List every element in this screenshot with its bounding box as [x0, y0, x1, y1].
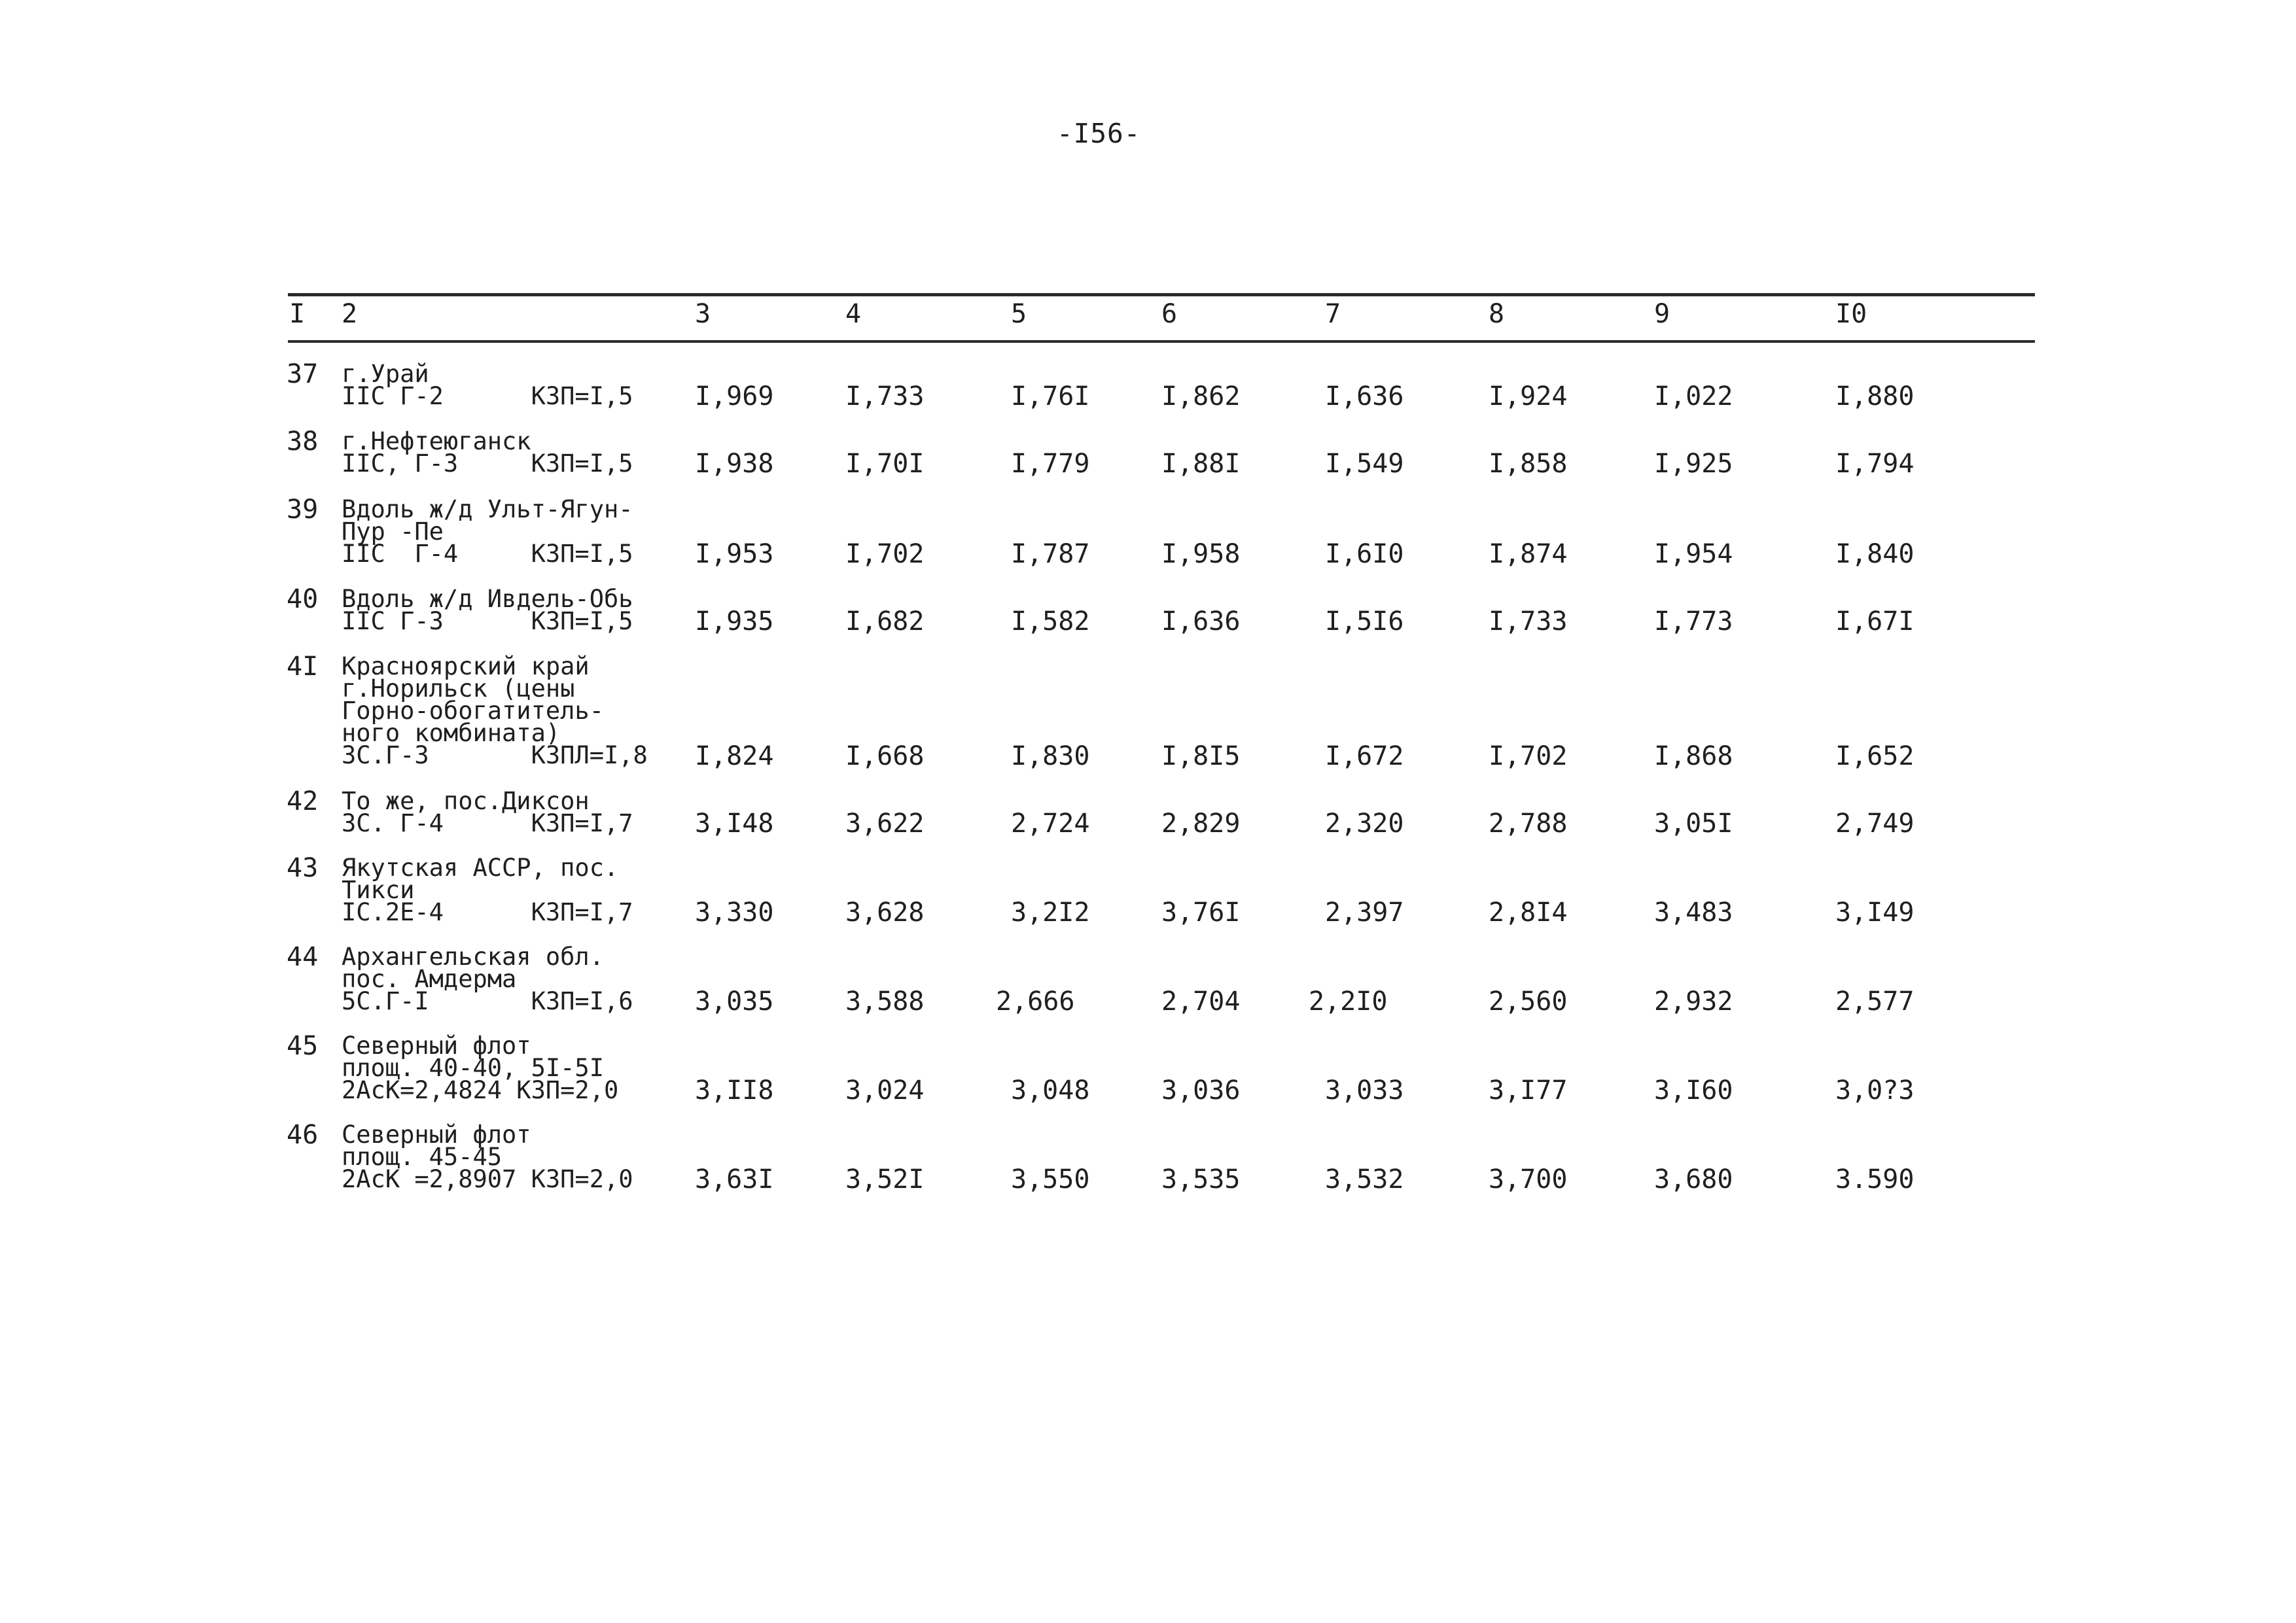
row-number: 44	[287, 942, 319, 972]
header-cell: I	[289, 299, 306, 329]
value-cell: I,652	[1835, 741, 1915, 771]
value-cell: 3,0?3	[1835, 1075, 1915, 1106]
value-cell: I,88I	[1161, 449, 1241, 479]
header-cell: 2	[342, 299, 358, 329]
value-cell: I,953	[695, 539, 774, 569]
row-description: Красноярский край г.Норильск (цены Горно-обогатитель- ного комбината) 3C.Г-3 КЗПЛ=I,8	[342, 652, 648, 769]
header-cell: 6	[1161, 299, 1178, 329]
value-cell: 3,700	[1489, 1164, 1568, 1195]
row-description: Северный флот площ. 40-40, 5I-5I 2АсК=2,4824 КЗП=2,0	[342, 1032, 619, 1104]
value-cell: 3,535	[1161, 1164, 1241, 1195]
value-cell: I,787	[1011, 539, 1090, 569]
header-cell: 4	[845, 299, 862, 329]
value-cell: 3,588	[845, 986, 925, 1017]
value-cell: 3,05I	[1654, 809, 1733, 839]
value-cell: I,794	[1835, 449, 1915, 479]
row-description: Якутская АССР, пос. Тикси IC.2E-4 КЗП=I,7	[342, 854, 633, 926]
value-cell: 3,550	[1011, 1164, 1090, 1195]
value-cell: 2,560	[1489, 986, 1568, 1017]
value-cell: I,862	[1161, 381, 1241, 411]
page-number: -I56-	[1057, 118, 1141, 149]
value-cell: I,958	[1161, 539, 1241, 569]
value-cell: I,874	[1489, 539, 1568, 569]
header-cell: 5	[1011, 299, 1027, 329]
row-number: 39	[287, 495, 319, 525]
value-cell: I,824	[695, 741, 774, 771]
value-cell: I,6I0	[1325, 539, 1404, 569]
value-cell: I,5I6	[1325, 606, 1404, 637]
value-cell: 2,932	[1654, 986, 1733, 1017]
value-cell: 3,024	[845, 1075, 925, 1106]
row-description: То же, пос.Диксон 3C. Г-4 КЗП=I,7	[342, 787, 633, 837]
header-cell: 9	[1654, 299, 1670, 329]
row-description: Вдоль ж/д Ивдель-Обь IIC Г-3 КЗП=I,5	[342, 585, 633, 635]
value-cell: I,938	[695, 449, 774, 479]
value-cell: 3,622	[845, 809, 925, 839]
row-number: 4I	[287, 652, 319, 682]
header-cell: 3	[695, 299, 711, 329]
value-cell: 2,704	[1161, 986, 1241, 1017]
value-cell: I,733	[1489, 606, 1568, 637]
value-cell: I,830	[1011, 741, 1090, 771]
value-cell: I,733	[845, 381, 925, 411]
value-cell: I,582	[1011, 606, 1090, 637]
value-cell: 2,749	[1835, 809, 1915, 839]
value-cell: I,773	[1654, 606, 1733, 637]
row-number: 43	[287, 853, 319, 883]
value-cell: I,840	[1835, 539, 1915, 569]
value-cell: 3,I77	[1489, 1075, 1568, 1106]
value-cell: I,935	[695, 606, 774, 637]
row-number: 40	[287, 584, 319, 614]
value-cell: I,880	[1835, 381, 1915, 411]
value-cell: 2,666	[996, 986, 1075, 1017]
value-cell: I,954	[1654, 539, 1733, 569]
value-cell: 2,320	[1325, 809, 1404, 839]
value-cell: I,668	[845, 741, 925, 771]
value-cell: I,682	[845, 606, 925, 637]
value-cell: 3,2I2	[1011, 898, 1090, 928]
value-cell: 3,330	[695, 898, 774, 928]
value-cell: I,8I5	[1161, 741, 1241, 771]
value-cell: 3,I60	[1654, 1075, 1733, 1106]
value-cell: I,636	[1325, 381, 1404, 411]
header-cell: 7	[1325, 299, 1341, 329]
row-description: Северный флот площ. 45-45 2АсК =2,8907 КЗП=2,0	[342, 1121, 633, 1193]
value-cell: 3,048	[1011, 1075, 1090, 1106]
value-cell: I,868	[1654, 741, 1733, 771]
row-description: г.Нефтеюганск IIC, Г-3 КЗП=I,5	[342, 427, 633, 478]
row-description: Вдоль ж/д Ульт-Ягун- Пур -Пе IIC Г-4 КЗП=I,5	[342, 495, 633, 568]
value-cell: 3,63I	[695, 1164, 774, 1195]
value-cell: 3,035	[695, 986, 774, 1017]
value-cell: I,672	[1325, 741, 1404, 771]
value-cell: 3.590	[1835, 1164, 1915, 1195]
value-cell: I,022	[1654, 381, 1733, 411]
value-cell: I,969	[695, 381, 774, 411]
value-cell: I,924	[1489, 381, 1568, 411]
value-cell: 2,2I0	[1309, 986, 1388, 1017]
row-description: г.Урай IIC Г-2 КЗП=I,5	[342, 360, 633, 410]
value-cell: I,702	[845, 539, 925, 569]
value-cell: 3,52I	[845, 1164, 925, 1195]
header-cell: 8	[1489, 299, 1505, 329]
value-cell: 2,8I4	[1489, 898, 1568, 928]
value-cell: 3,II8	[695, 1075, 774, 1106]
row-number: 45	[287, 1031, 319, 1061]
value-cell: I,636	[1161, 606, 1241, 637]
row-number: 38	[287, 427, 319, 457]
value-cell: I,76I	[1011, 381, 1090, 411]
value-cell: 3,033	[1325, 1075, 1404, 1106]
row-number: 46	[287, 1120, 319, 1150]
value-cell: 3,628	[845, 898, 925, 928]
value-cell: 2,788	[1489, 809, 1568, 839]
value-cell: 2,829	[1161, 809, 1241, 839]
value-cell: 3,036	[1161, 1075, 1241, 1106]
value-cell: 3,680	[1654, 1164, 1733, 1195]
value-cell: 2,577	[1835, 986, 1915, 1017]
header-cell: I0	[1835, 299, 1867, 329]
value-cell: I,925	[1654, 449, 1733, 479]
table-top-rule	[288, 293, 2035, 296]
value-cell: 2,397	[1325, 898, 1404, 928]
row-description: Архангельская обл. пос. Амдерма 5C.Г-I КЗП=I,6	[342, 943, 633, 1015]
row-number: 42	[287, 786, 319, 816]
value-cell: I,779	[1011, 449, 1090, 479]
value-cell: I,702	[1489, 741, 1568, 771]
value-cell: 3,483	[1654, 898, 1733, 928]
value-cell: I,858	[1489, 449, 1568, 479]
value-cell: I,549	[1325, 449, 1404, 479]
value-cell: 3,76I	[1161, 898, 1241, 928]
table-header-rule	[288, 340, 2035, 343]
value-cell: 3,532	[1325, 1164, 1404, 1195]
value-cell: 3,I48	[695, 809, 774, 839]
value-cell: 3,I49	[1835, 898, 1915, 928]
value-cell: I,70I	[845, 449, 925, 479]
row-number: 37	[287, 359, 319, 389]
value-cell: 2,724	[1011, 809, 1090, 839]
value-cell: I,67I	[1835, 606, 1915, 637]
